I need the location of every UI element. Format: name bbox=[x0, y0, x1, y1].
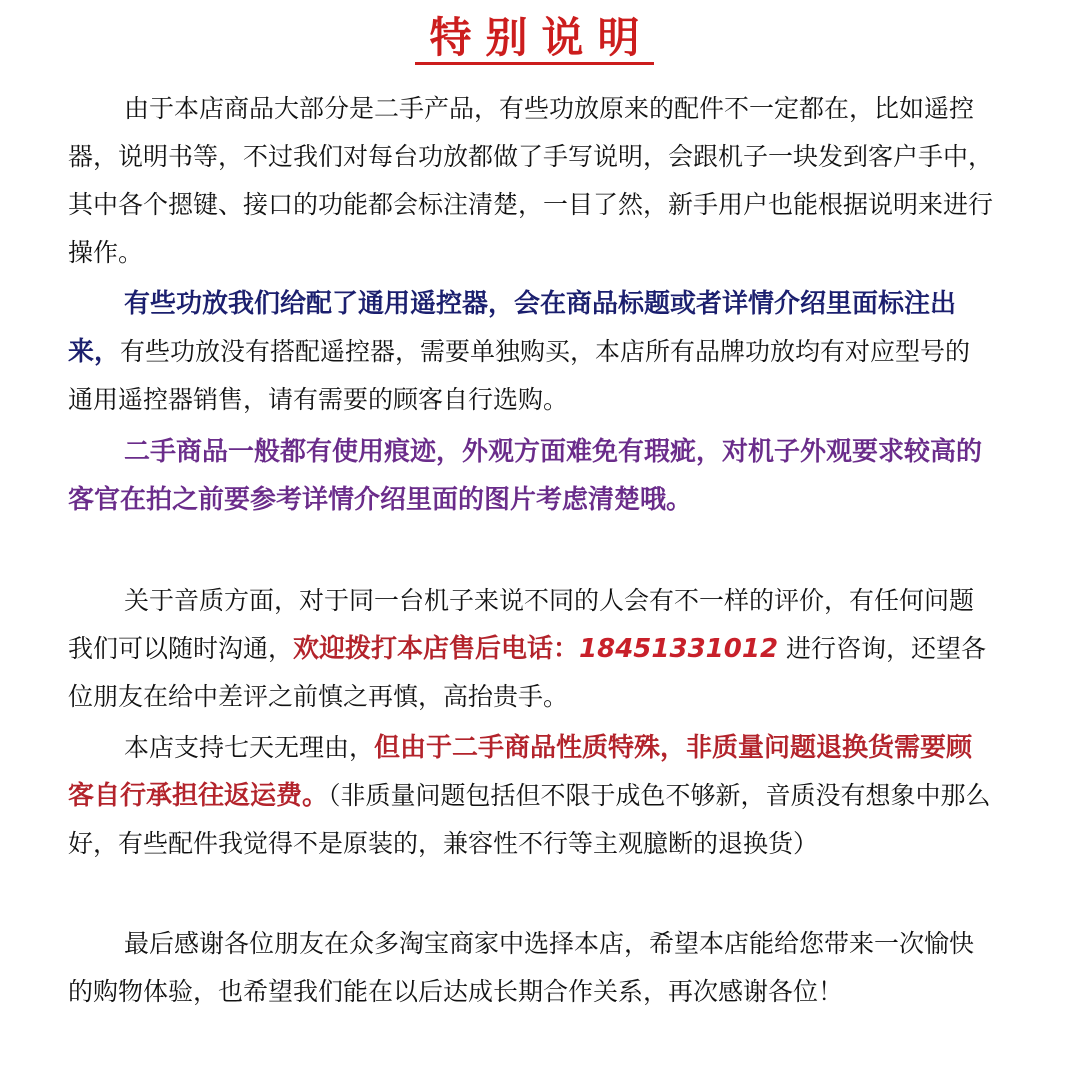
hotline-phone-number: 18451331012 bbox=[579, 634, 779, 664]
paragraph-remote-control bbox=[68, 280, 994, 424]
paragraph-wear-marks bbox=[68, 428, 994, 524]
return-policy-emphasis: 但由于二手商品性质特殊，非质量问题退换货需要顾客自行承担往返运费。 bbox=[68, 733, 973, 811]
paragraph-accessories-text: 由于本店商品大部分是二手产品，有些功放原来的配件不一定都在，比如遥控器，说明书等，不过我们对每台功放都做了手写说明，会跟机子一块发到客户手中，其中各个摁键、接口的功能都会标注清楚，一目了然，新手用户也能根据说明来进行操作。 bbox=[68, 94, 994, 267]
page-title bbox=[0, 12, 1069, 64]
sound-quality-closing-text: 进行咨询，还望各位朋友在给中差评之前慎之再慎，高抬贵手。 bbox=[68, 634, 986, 711]
paragraph-return-policy bbox=[68, 724, 994, 868]
hotline-label: 欢迎拨打本店售后电话： bbox=[293, 634, 580, 664]
thanks-text: 最后感谢各位朋友在众多淘宝商家中选择本店，希望本店能给您带来一次愉快的购物体验，也希望我们能在以后达成长期合作关系，再次感谢各位！ bbox=[68, 929, 975, 1006]
paragraph-accessories-note bbox=[68, 85, 994, 277]
remote-control-text: 有些功放没有搭配遥控器，需要单独购买，本店所有品牌功放均有对应型号的通用遥控器销售，请有需要的顾客自行选购。 bbox=[68, 337, 971, 414]
return-policy-details: （非质量问题包括但不限于成色不够新，音质没有想象中那么好，有些配件我觉得不是原装的，兼容性不行等主观臆断的退换货） bbox=[68, 781, 991, 858]
remote-control-emphasis: 有些功放我们给配了通用遥控器，会在商品标题或者详情介绍里面标注出来， bbox=[68, 289, 957, 367]
paragraph-sound-quality bbox=[68, 577, 994, 721]
paragraph-thanks bbox=[68, 920, 994, 1016]
wear-marks-emphasis: 二手商品一般都有使用痕迹，外观方面难免有瑕疵，对机子外观要求较高的客官在拍之前要参考详情介绍里面的图片考虑清楚哦。 bbox=[68, 437, 983, 515]
sound-quality-text: 关于音质方面，对于同一台机子来说不同的人会有不一样的评价，有任何问题我们可以随时沟通， bbox=[68, 586, 975, 663]
page-title-text: 特别说明 bbox=[415, 13, 653, 65]
return-policy-intro: 本店支持七天无理由， bbox=[124, 733, 375, 762]
